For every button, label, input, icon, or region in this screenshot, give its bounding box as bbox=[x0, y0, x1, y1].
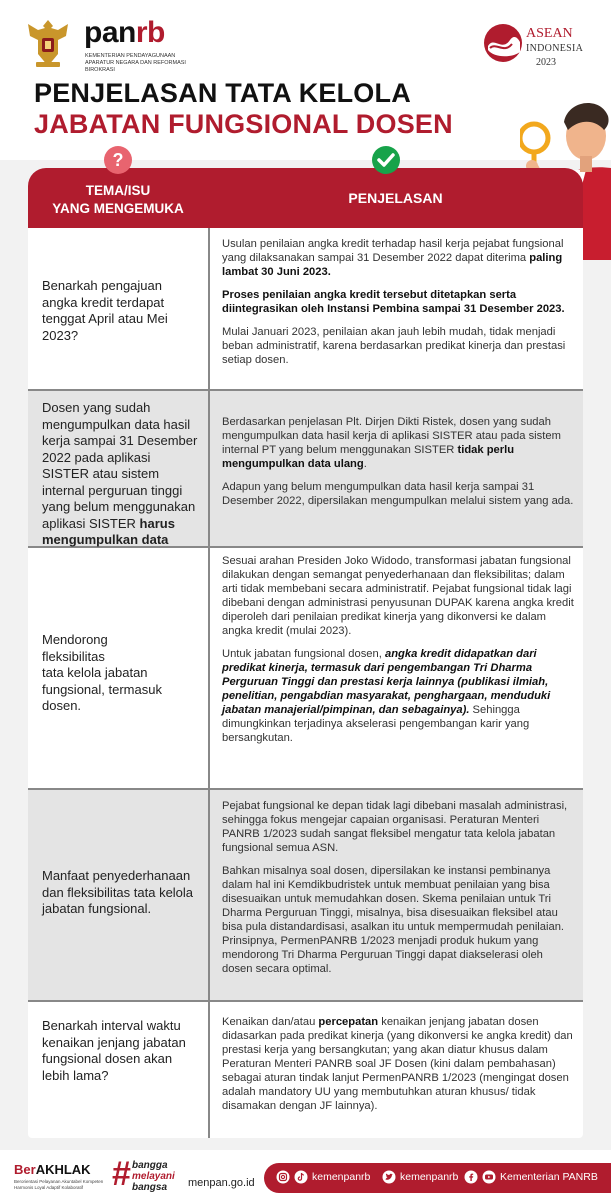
berakhlak-logo: BerAKHLAK bbox=[14, 1162, 91, 1177]
panrb-logo-subtitle: KEMENTERIAN PENDAYAGUNAAN APARATUR NEGARA DAN REFORMASI BIROKRASI bbox=[85, 53, 186, 73]
column-divider bbox=[208, 790, 210, 1000]
panrb-logo: panrb bbox=[84, 16, 165, 49]
explanation-cell bbox=[222, 415, 574, 517]
explanation-cell bbox=[222, 1015, 574, 1122]
page-title-line1: PENJELASAN TATA KELOLA bbox=[34, 78, 411, 108]
table-row bbox=[28, 391, 583, 548]
garuda-emblem-icon bbox=[22, 16, 74, 70]
column-header-issue: TEMA/ISU YANG MENGEMUKA bbox=[52, 183, 184, 216]
table-row bbox=[28, 790, 583, 1002]
column-divider bbox=[208, 228, 210, 389]
checkmark-icon bbox=[371, 145, 401, 175]
social-media-bar bbox=[264, 1163, 611, 1193]
youtube-icon bbox=[482, 1170, 496, 1184]
explanation-paragraph: Adapun yang belum mengumpulkan data hasil kerja sampai 31 Desember 2022, dipersilakan mengumpulkan melalui sistem yang ada. bbox=[222, 481, 574, 507]
asean-year: 2023 bbox=[536, 57, 556, 68]
table-row bbox=[28, 548, 583, 790]
column-divider bbox=[208, 548, 210, 788]
tiktok-icon bbox=[294, 1170, 308, 1184]
column-header-explanation: PENJELASAN bbox=[348, 190, 443, 206]
issue-cell: Manfaat penyederhanaan dan fleksibilitas tata kelola jabatan fungsional. bbox=[42, 868, 194, 916]
explanation-paragraph: Proses penilaian angka kredit tersebut ditetapkan serta diintegrasikan oleh Instansi Pembina sampai 31 Desember 2023. bbox=[222, 289, 565, 315]
explanation-table bbox=[28, 168, 583, 1148]
issue-cell: Benarkah interval waktu kenaikan jenjang jabatan fungsional dosen akan lebih lama? bbox=[42, 1018, 186, 1083]
hashtag-icon: # bbox=[112, 1155, 131, 1193]
issue-cell: Dosen yang sudah mengumpulkan data hasil kerja sampai 31 Desember 2022 pada aplikasi SISTER atau sistem internal perguruan tinggi yang belum menggunakan aplikasi SISTER harus mengumpulkan data bbox=[42, 400, 198, 547]
social-instagram-tiktok[interactable]: kemenpanrb bbox=[276, 1170, 370, 1184]
instagram-icon bbox=[276, 1170, 290, 1184]
explanation-paragraph: Usulan penilaian angka kredit terhadap hasil kerja pejabat fungsional yang dilaksanakan sampai 31 Desember 2022 dapat diterima paling lambat 30 Juni 2023. bbox=[222, 238, 564, 278]
table-row bbox=[28, 228, 583, 391]
issue-cell: Benarkah pengajuan angka kredit terdapat tenggat April atau Mei 2023? bbox=[42, 278, 168, 343]
asean-mark-icon bbox=[482, 22, 524, 64]
asean-title: ASEAN bbox=[526, 26, 573, 41]
twitter-icon bbox=[382, 1170, 396, 1184]
table-header bbox=[28, 168, 583, 228]
explanation-paragraph: Bahkan misalnya soal dosen, dipersilakan ke instansi pembinanya dalam hal ini Kemdikbudristek untuk membuat penilaian yang bisa disesuaikan untuk memudahkan dosen. Skema penilaian untuk Tri Dharma Perguruan Tinggi, misalnya, bisa disesuaikan fleksibel atau bisa pula distandardisasi, asalkan itu untuk mempermudah penilaian. Prinsipnya, PermenPANRB 1/2023 menjadi produk hukum yang mendorong Tri Dharma Perguruan Tinggi dapat diakselerasi oleh dosen secara optimal. bbox=[222, 865, 565, 975]
question-mark-icon bbox=[103, 145, 133, 175]
explanation-cell bbox=[222, 554, 574, 754]
explanation-paragraph: Untuk jabatan fungsional dosen, angka kredit didapatkan dari predikat kinerja, termasuk dari pengembangan Tri Dharma Perguruan Tinggi dan prestasi kerja lainnya (publikasi ilmiah, penelitian, pengabdian masyarakat, penghargaan, menduduki jabatan manajerial/pimpinan, dan sebagainya). Sehingga dimungkinkan terjadinya akselerasi pengembangan karir yang bersangkutan. bbox=[222, 648, 551, 744]
explanation-paragraph: Sesuai arahan Presiden Joko Widodo, transformasi jabatan fungsional dilakukan dengan semangat penyederhanaan dan fleksibilitas; dalam arti tidak membebani secara administratif. Pejabat fungsional tidak lagi dibebani dengan administrasi penyusunan DUPAK karena angka kredit diperoleh dari penilaian predikat kinerja yang dikonversi ke dalam angka kredit (mulai 2023). bbox=[222, 555, 574, 637]
explanation-paragraph: Pejabat fungsional ke depan tidak lagi dibebani masalah administrasi, sehingga fokus mengejar capaian organisasi. Peraturan Menteri PANRB 1/2023 sudah sangat fleksibel mengatur tata kelola jabatan fungsional semua ASN. bbox=[222, 800, 568, 854]
issue-cell: Mendorong fleksibilitas tata kelola jabatan fungsional, termasuk dosen. bbox=[42, 632, 162, 713]
explanation-paragraph: Mulai Januari 2023, penilaian akan jauh lebih mudah, tidak menjadi beban administratif, karena berdasarkan predikat kinerja dan prestasi setiap dosen. bbox=[222, 326, 566, 366]
website-link[interactable]: menpan.go.id bbox=[188, 1177, 255, 1189]
facebook-icon bbox=[464, 1170, 478, 1184]
bangga-melayani-bangsa-logo: bangga melayani bangsa bbox=[132, 1160, 175, 1193]
social-twitter[interactable]: kemenpanrb bbox=[382, 1170, 458, 1184]
explanation-paragraph: Berdasarkan penjelasan Plt. Dirjen Dikti Ristek, dosen yang sudah mengumpulkan data hasil kerja di aplikasi SISTER atau pada sistem internal PT yang belum menggunakan SISTER tidak perlu mengumpulkan data ulang. bbox=[222, 416, 561, 470]
explanation-cell bbox=[222, 237, 574, 376]
explanation-paragraph: Kenaikan dan/atau percepatan kenaikan jenjang jabatan dosen didasarkan pada predikat kinerja (yang dikonversi ke angka kredit) dan prestasi kerja yang bersangkutan; yang akan diatur khusus dalam Peraturan Menteri PANRB soal JF Dosen (kini dalam pembahasan) sebagai aturan tindak lanjut PermenPANRB 1/2023 (mengingat dosen adalah mandatory UU yang membutuhkan aturan khusus/ tidak disamakan dengan JF lainnya). bbox=[222, 1016, 573, 1112]
svg-text:?: ? bbox=[112, 150, 124, 170]
social-facebook-youtube[interactable]: Kementerian PANRB bbox=[464, 1170, 598, 1184]
page-title-line2: JABATAN FUNGSIONAL DOSEN bbox=[34, 109, 453, 139]
column-divider bbox=[208, 391, 210, 546]
table-row bbox=[28, 1002, 583, 1138]
explanation-cell bbox=[222, 799, 574, 985]
asean-country: INDONESIA bbox=[526, 43, 584, 54]
column-divider bbox=[208, 1002, 210, 1138]
berakhlak-tagline: Berorientasi Pelayanan Akuntabel Kompeten Harmonis Loyal Adaptif Kolaboratif bbox=[14, 1179, 104, 1190]
asean-indonesia-logo bbox=[482, 14, 592, 74]
